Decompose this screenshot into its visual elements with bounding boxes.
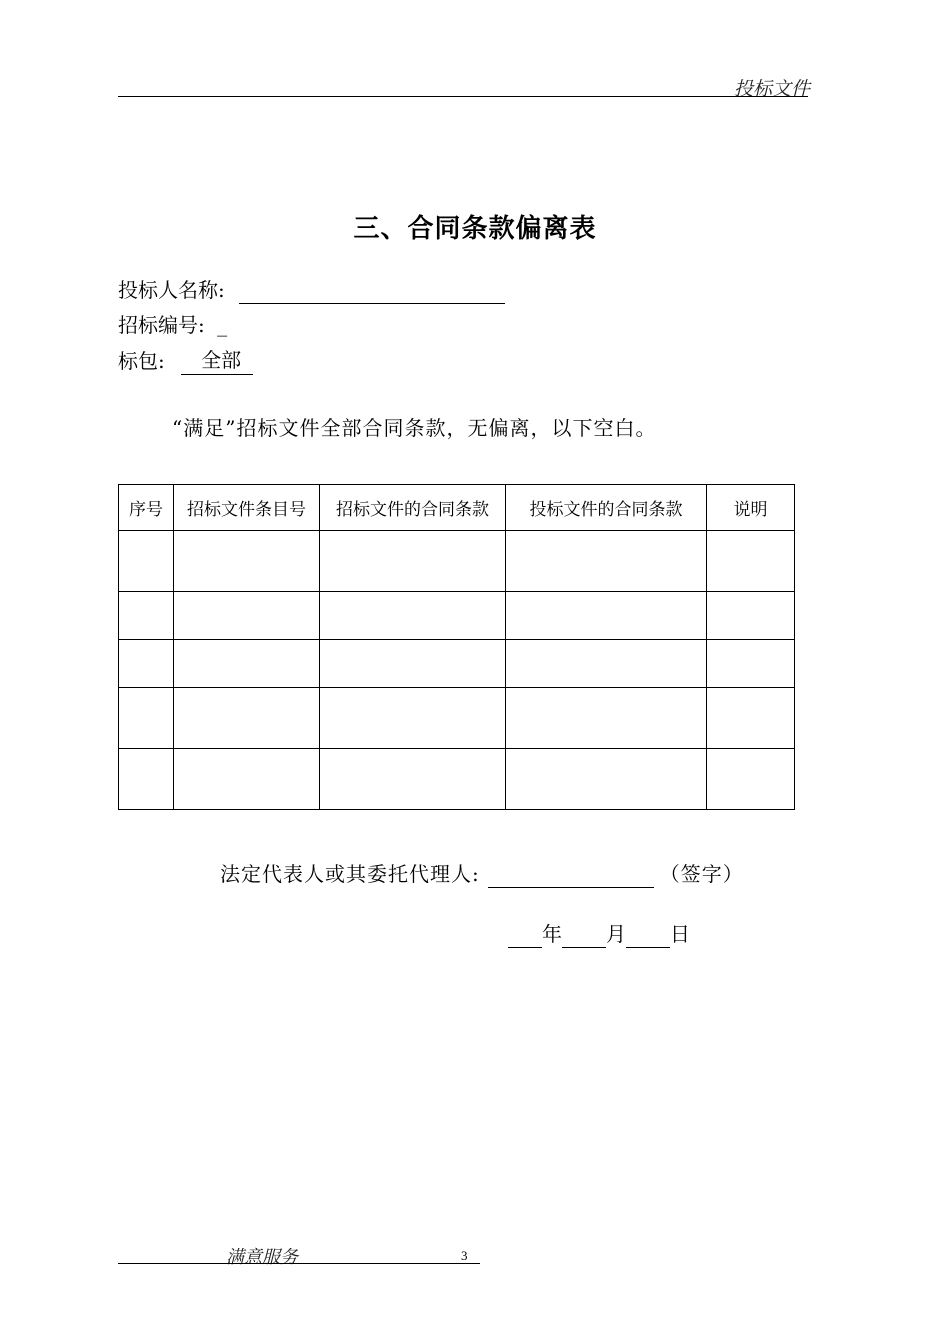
table-cell[interactable]	[506, 749, 707, 810]
day-blank[interactable]	[626, 925, 670, 948]
table-cell[interactable]	[506, 592, 707, 640]
table-row	[119, 749, 795, 810]
col-header-bid-clause: 投标文件的合同条款	[506, 485, 707, 531]
tender-number-label: 招标编号:	[118, 313, 205, 337]
month-blank[interactable]	[562, 925, 606, 948]
table-row	[119, 592, 795, 640]
header-divider	[118, 96, 808, 97]
year-blank[interactable]	[508, 925, 542, 948]
signature-suffix: （签字）	[659, 862, 744, 886]
date-line	[508, 920, 690, 948]
col-header-remark: 说明	[707, 485, 795, 531]
table-cell[interactable]	[174, 640, 320, 688]
lot-field	[118, 346, 253, 375]
table-cell[interactable]	[320, 531, 506, 592]
table-cell[interactable]	[320, 688, 506, 749]
month-label: 月	[606, 922, 626, 946]
table-cell[interactable]	[119, 749, 174, 810]
table-cell[interactable]	[506, 688, 707, 749]
table-cell[interactable]	[119, 640, 174, 688]
table-cell[interactable]	[707, 640, 795, 688]
footer-divider	[118, 1263, 480, 1264]
bidder-name-value[interactable]	[239, 303, 505, 304]
table-cell[interactable]	[320, 592, 506, 640]
compliance-statement: “满足”招标文件全部合同条款，无偏离，以下空白。	[172, 416, 657, 440]
col-header-tender-clause: 招标文件的合同条款	[320, 485, 506, 531]
signature-blank[interactable]	[488, 887, 654, 888]
table-cell[interactable]	[707, 592, 795, 640]
signature-label: 法定代表人或其委托代理人:	[220, 862, 480, 886]
signature-line	[220, 860, 744, 888]
table-cell[interactable]	[320, 640, 506, 688]
table-cell[interactable]	[707, 531, 795, 592]
table-row	[119, 688, 795, 749]
lot-label: 标包:	[118, 349, 165, 373]
header-title: 投标文件	[734, 78, 811, 100]
table-cell[interactable]	[174, 749, 320, 810]
table-cell[interactable]	[707, 688, 795, 749]
bidder-name-field	[118, 276, 505, 304]
deviation-table	[118, 484, 795, 810]
table-cell[interactable]	[119, 688, 174, 749]
page-title: 三、合同条款偏离表	[353, 214, 597, 244]
lot-value[interactable]: 全部	[181, 346, 253, 375]
table-cell[interactable]	[119, 592, 174, 640]
table-cell[interactable]	[320, 749, 506, 810]
tender-number-value[interactable]: _	[217, 313, 228, 337]
table-row	[119, 531, 795, 592]
table-cell[interactable]	[707, 749, 795, 810]
bidder-name-label: 投标人名称:	[118, 278, 225, 302]
table-row	[119, 640, 795, 688]
table-header-row	[119, 485, 795, 531]
col-header-index: 序号	[119, 485, 174, 531]
page-number: 3	[461, 1248, 468, 1263]
footer-text: 满意服务	[226, 1247, 298, 1268]
table-cell[interactable]	[119, 531, 174, 592]
table-cell[interactable]	[506, 640, 707, 688]
year-label: 年	[542, 922, 562, 946]
table-cell[interactable]	[174, 688, 320, 749]
tender-number-field	[118, 311, 227, 339]
col-header-tender-item: 招标文件条目号	[174, 485, 320, 531]
table-cell[interactable]	[174, 592, 320, 640]
table-cell[interactable]	[506, 531, 707, 592]
table-cell[interactable]	[174, 531, 320, 592]
day-label: 日	[670, 922, 690, 946]
